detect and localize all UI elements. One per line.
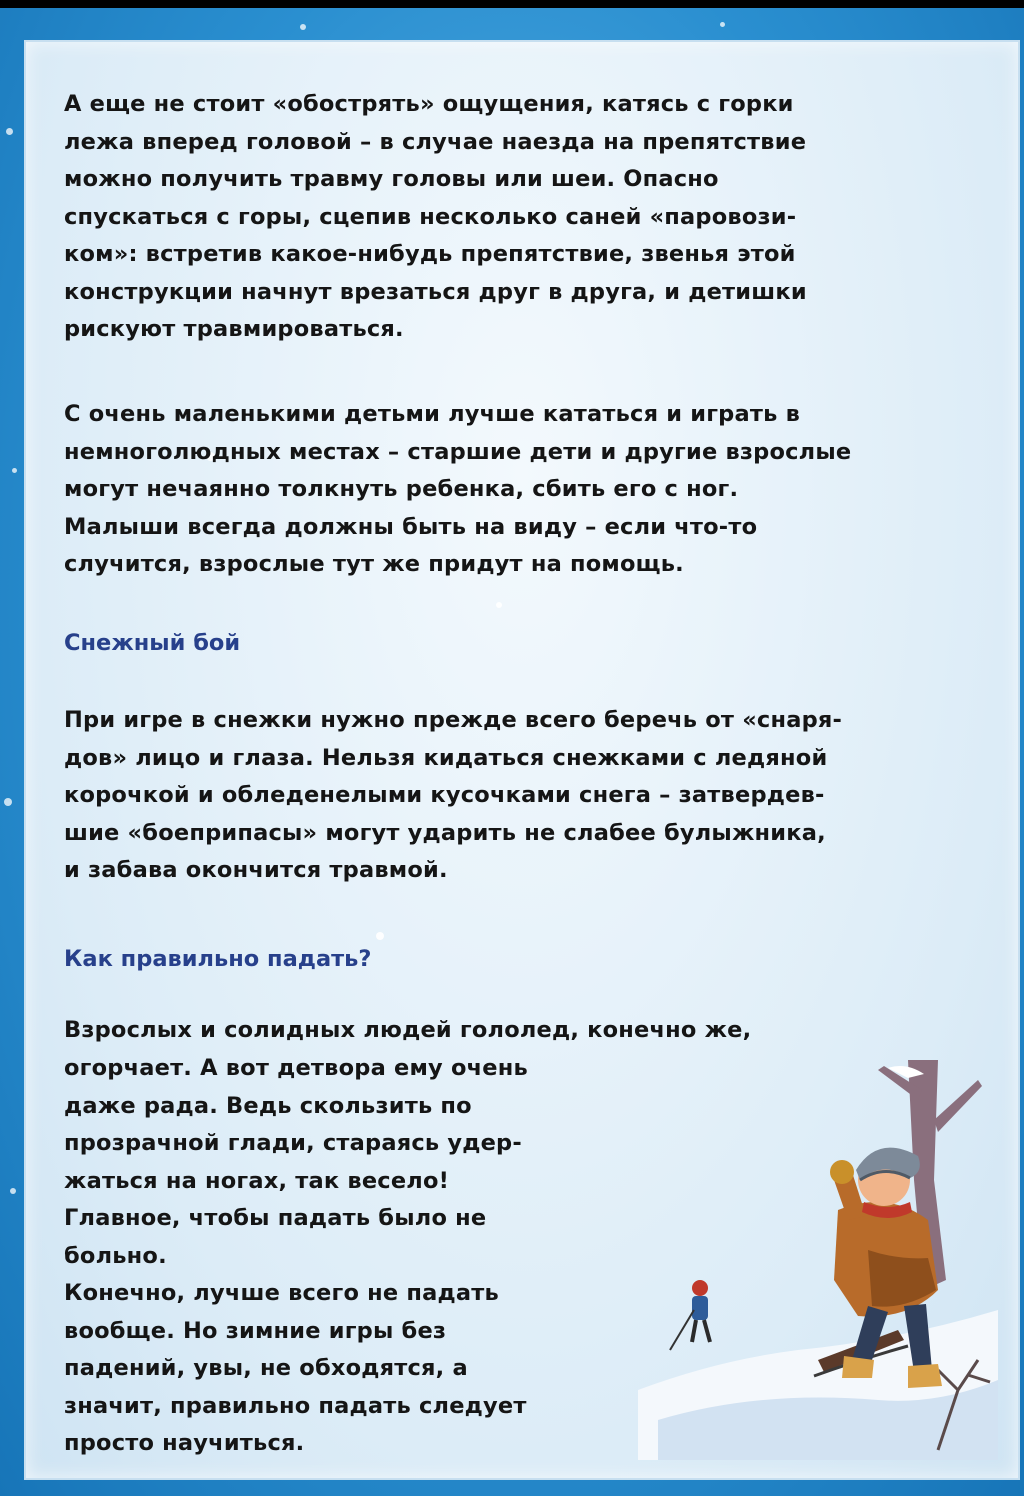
paragraph-sledding-head-first: А еще не стоит «обострять» ощущения, катясь с горки лежа вперед головой – в случае наезда на препятствие можно получить травму головы или шеи. Опасно спускаться с горы, сцепив несколько саней «паровози- ком»: встретив какое-нибудь препятствие, звенья этой конструкции начнут врезаться друг в друга, и детишки рискуют травмироваться.: [64, 91, 807, 342]
child-boot: [908, 1364, 942, 1388]
distant-child-legs: [692, 1320, 710, 1342]
snowflake-decoration: [4, 798, 12, 806]
top-black-strip: [0, 0, 1024, 8]
distant-child-body: [692, 1296, 708, 1320]
snowflake-decoration: [12, 468, 17, 473]
heading-how-to-fall: Как правильно падать?: [64, 946, 372, 972]
paragraph-ice-wrapped: огорчает. А вот детвора ему очень даже рада. Ведь скользить по прозрачной глади, стараясь удер- жаться на ногах, так весело! Главное, чтобы падать было не больно. Конечно, лучше всего не падать вообще. Но зимние игры без падений, увы, не обходятся, а значит, правильно падать следует просто научиться.: [64, 1055, 528, 1456]
paragraph-snowballs: При игре в снежки нужно прежде всего беречь от «снаря- дов» лицо и глаза. Нельзя кидаться снежками с ледяной корочкой и обледенелыми кусочками снега – затвердев- шие «боеприпасы» могут ударить не слабее булыжника, и забава окончится травмой.: [64, 707, 843, 883]
snowflake-decoration: [10, 1188, 16, 1194]
article-sheet: [24, 40, 1020, 1480]
child-fallen-on-snow-illustration: [638, 1060, 998, 1460]
snowflake-decoration: [6, 128, 13, 135]
tree-branch: [934, 1080, 982, 1132]
paragraph-small-children: С очень маленькими детьми лучше кататься и играть в немноголюдных местах – старшие дети и другие взрослые могут нечаянно толкнуть ребенка, сбить его с ног. Малыши всегда должны быть на виду – если что-то случится, взрослые тут же придут на помощь.: [64, 401, 852, 577]
snowflake-decoration: [496, 602, 502, 608]
heading-snowball-fight: Снежный бой: [64, 630, 241, 656]
snowflake-decoration: [376, 932, 384, 940]
child-mitten: [830, 1160, 854, 1184]
distant-child-sled-rope: [670, 1310, 694, 1350]
snowflake-decoration: [720, 22, 725, 27]
paragraph-ice-first-line: Взрослых и солидных людей гололед, конечно же,: [64, 1017, 752, 1043]
snowflake-decoration: [300, 24, 306, 30]
distant-child-head: [692, 1280, 708, 1296]
